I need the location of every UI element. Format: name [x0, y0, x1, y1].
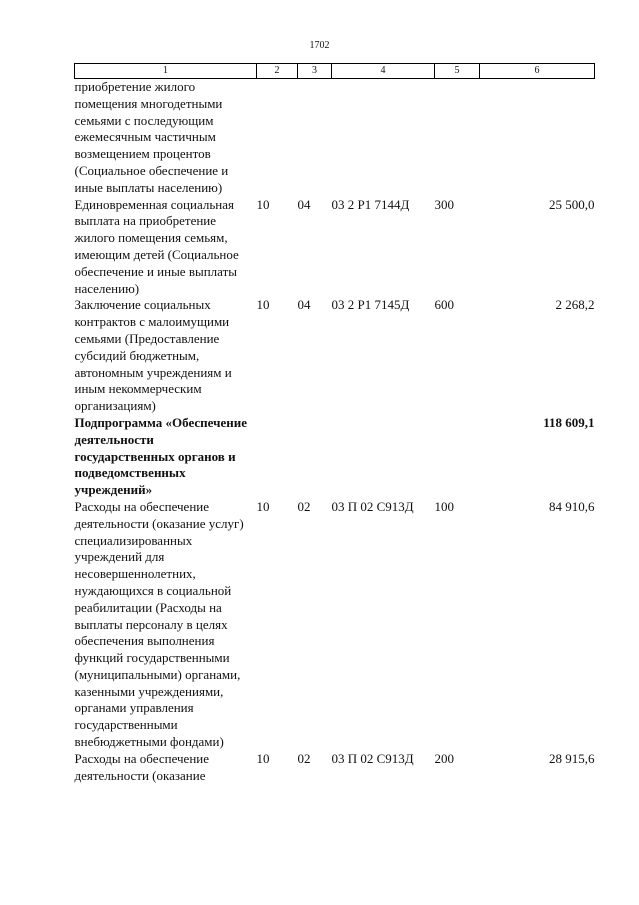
row-expense-type: 300 — [434, 196, 454, 212]
table-row — [75, 197, 595, 298]
budget-table — [74, 63, 595, 784]
header-col-5: 5 — [435, 64, 480, 79]
row-name: Расходы на обеспечение деятельности (оказание услуг) специализированных учреждений для несовершеннолетних, нуждающихся в социальной реабилитации (Расходы на выплаты персоналу в целях обеспечения выполнения функций государственными (муниципальными) органами, казенными учреждениями, органами управления государственными внебюджетными фондами) — [74, 498, 244, 750]
row-section — [257, 79, 298, 197]
table-row — [75, 751, 595, 785]
header-col-2: 2 — [257, 64, 298, 79]
row-subsection: 02 — [297, 750, 311, 766]
header-row — [75, 64, 595, 79]
row-name: Единовременная социальная выплата на приобретение жилого помещения семьям, имеющим детей (Социальное обеспечение и иные выплаты населению) — [74, 196, 239, 296]
table-row — [75, 79, 595, 197]
row-expense-type — [435, 79, 480, 197]
row-section: 10 — [256, 196, 270, 212]
row-expense-type — [435, 415, 480, 499]
row-amount: 25 500,0 — [549, 196, 595, 212]
row-amount: 84 910,6 — [549, 498, 595, 514]
row-amount: 118 609,1 — [543, 414, 595, 430]
row-name: Расходы на обеспечение деятельности (оказание — [74, 750, 210, 783]
row-subsection — [298, 415, 332, 499]
row-subsection: 02 — [297, 498, 311, 514]
row-expense-type: 600 — [434, 297, 454, 313]
row-subsection: 04 — [297, 297, 311, 313]
row-target-code — [332, 79, 435, 197]
row-target-code: 03 П 02 С913Д — [331, 750, 414, 766]
row-name: приобретение жилого помещения многодетными семьями с последующим ежемесячным частичным возмещением процентов (Социальное обеспечение и иные выплаты населению) — [74, 79, 229, 195]
row-section — [257, 415, 298, 499]
header-col-4: 4 — [332, 64, 435, 79]
page-number: 1702 — [309, 40, 330, 51]
header-col-1: 1 — [75, 64, 257, 79]
row-name: Заключение социальных контрактов с малоимущими семьями (Предоставление субсидий бюджетным, автономным учреждениям и иным некоммерческим организациям) — [74, 297, 232, 414]
table-row-subprogram — [75, 415, 595, 499]
row-name: Подпрограмма «Обеспечение деятельности государственных органов и подведомственных учреждений» — [74, 414, 247, 498]
row-subsection: 04 — [297, 196, 311, 212]
row-target-code — [332, 415, 435, 499]
row-amount: 2 268,2 — [555, 297, 595, 313]
row-amount: 28 915,6 — [549, 750, 595, 766]
row-target-code: 03 П 02 С913Д — [331, 498, 414, 514]
row-section: 10 — [256, 498, 270, 514]
row-amount — [480, 79, 595, 197]
row-expense-type: 100 — [434, 498, 454, 514]
row-expense-type: 200 — [434, 750, 454, 766]
table-row — [75, 499, 595, 751]
header-col-6: 6 — [480, 64, 595, 79]
row-target-code: 03 2 P1 7144Д — [331, 196, 410, 212]
row-section: 10 — [256, 297, 270, 313]
table-row — [75, 297, 595, 415]
row-target-code: 03 2 P1 7145Д — [331, 297, 410, 313]
row-subsection — [298, 79, 332, 197]
row-section: 10 — [256, 750, 270, 766]
header-col-3: 3 — [298, 64, 332, 79]
